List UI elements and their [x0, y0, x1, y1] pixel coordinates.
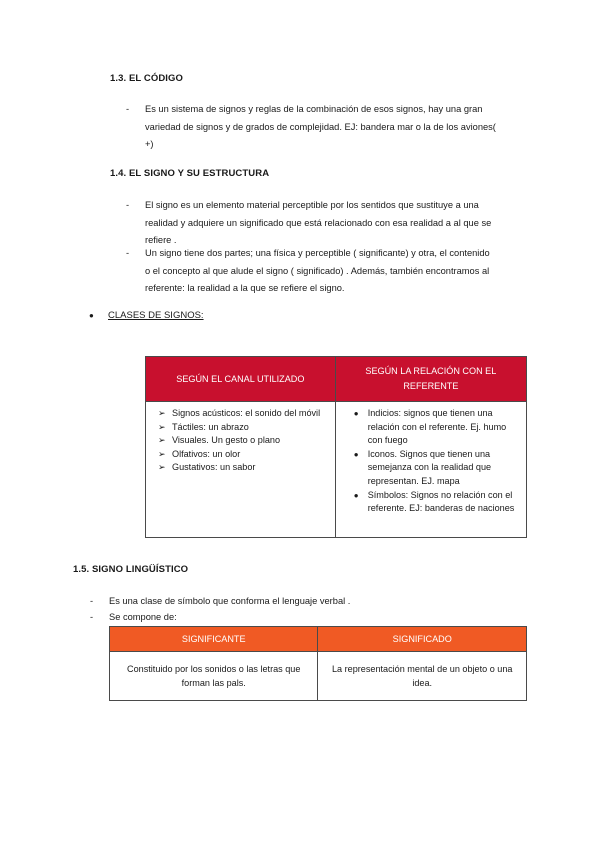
arrow-bullet-icon: ➢ — [158, 421, 166, 432]
dash-marker: - — [126, 104, 130, 114]
list-item: ➢ Táctiles: un abrazo — [152, 421, 329, 435]
list-item: ➢ Visuales. Un gesto o plano — [152, 434, 329, 448]
list-item: ● Indicios: signos que tienen una relación con el referente. Ej. humo con fuego — [353, 408, 507, 446]
list-item: ➢ Gustativos: un sabor — [152, 461, 329, 475]
dash-marker: - — [90, 596, 94, 606]
relacion-list — [342, 407, 520, 516]
heading-codigo: 1.3. EL CÓDIGO — [110, 73, 184, 84]
heading-linguistico: 1.5. SIGNO LINGÜÍSTICO — [73, 564, 189, 575]
dot-bullet-icon: ● — [353, 449, 359, 459]
text-line: variedad de signos y de grados de complejidad. EJ: bandera mar o la de los aviones( — [145, 121, 496, 132]
list-item: ➢ Olfativos: un olor — [152, 448, 329, 462]
text-line: Un signo tiene dos partes; una física y perceptible ( significante) y otra, el contenido — [145, 248, 490, 258]
text-line: Se compone de: — [109, 612, 177, 622]
table-cell: La representación mental de un objeto o una idea. — [318, 652, 527, 701]
dot-bullet-icon: ● — [353, 490, 359, 500]
text-line: o el concepto al que alude el signo ( significado) . Además, también encontramos al — [145, 265, 490, 276]
list-item: ● Símbolos: Signos no relación con el referente. EJ: banderas de naciones — [353, 489, 515, 514]
table-header: SIGNIFICANTE — [110, 627, 318, 652]
canal-list — [152, 407, 329, 475]
list-item — [90, 609, 530, 627]
compone-table — [109, 626, 527, 701]
dot-bullet-icon: ● — [353, 409, 359, 418]
list-item: ➢ Signos acústicos: el sonido del móvil — [152, 407, 329, 421]
dash-marker: - — [126, 248, 130, 258]
arrow-bullet-icon: ➢ — [158, 408, 166, 418]
table-header: SIGNIFICADO — [318, 627, 527, 652]
clases-label: CLASES DE SIGNOS: — [108, 310, 204, 321]
text-line: Es un sistema de signos y reglas de la combinación de esos signos, hay una gran — [145, 104, 483, 114]
bullet-clases — [89, 310, 94, 321]
text-line: +) — [145, 139, 154, 149]
dash-marker: - — [126, 200, 130, 210]
table-cell: Constituido por los sonidos o las letras que forman las pals. — [110, 652, 318, 701]
text-line: El signo es un elemento material perceptible por los sentidos que sustituye a una — [145, 200, 479, 210]
table-header: SEGÚN EL CANAL UTILIZADO — [146, 357, 336, 402]
arrow-bullet-icon: ➢ — [158, 462, 166, 473]
list-item — [126, 245, 546, 299]
text-line: refiere . — [145, 235, 177, 245]
arrow-bullet-icon: ➢ — [158, 435, 166, 446]
list-item: ● Iconos. Signos que tienen una semejanza con la realidad que representan. EJ. mapa — [353, 448, 492, 486]
list-item — [126, 197, 546, 251]
list-item — [126, 101, 546, 155]
arrow-bullet-icon: ➢ — [158, 448, 166, 459]
clases-table — [145, 356, 527, 538]
table-cell — [335, 402, 526, 538]
text-line: Es una clase de símbolo que conforma el lenguaje verbal . — [109, 596, 351, 606]
dash-marker: - — [90, 612, 94, 622]
heading-signo: 1.4. EL SIGNO Y SU ESTRUCTURA — [110, 168, 270, 179]
text-line: referente: la realidad a la que se refiere el signo. — [145, 283, 345, 293]
bullet-icon: ● — [89, 311, 94, 320]
table-cell — [146, 402, 336, 538]
text-line: realidad y adquiere un significado que está relacionado con esa realidad a al que se — [145, 217, 492, 228]
table-header: SEGÚN LA RELACIÓN CON EL REFERENTE — [335, 357, 526, 402]
